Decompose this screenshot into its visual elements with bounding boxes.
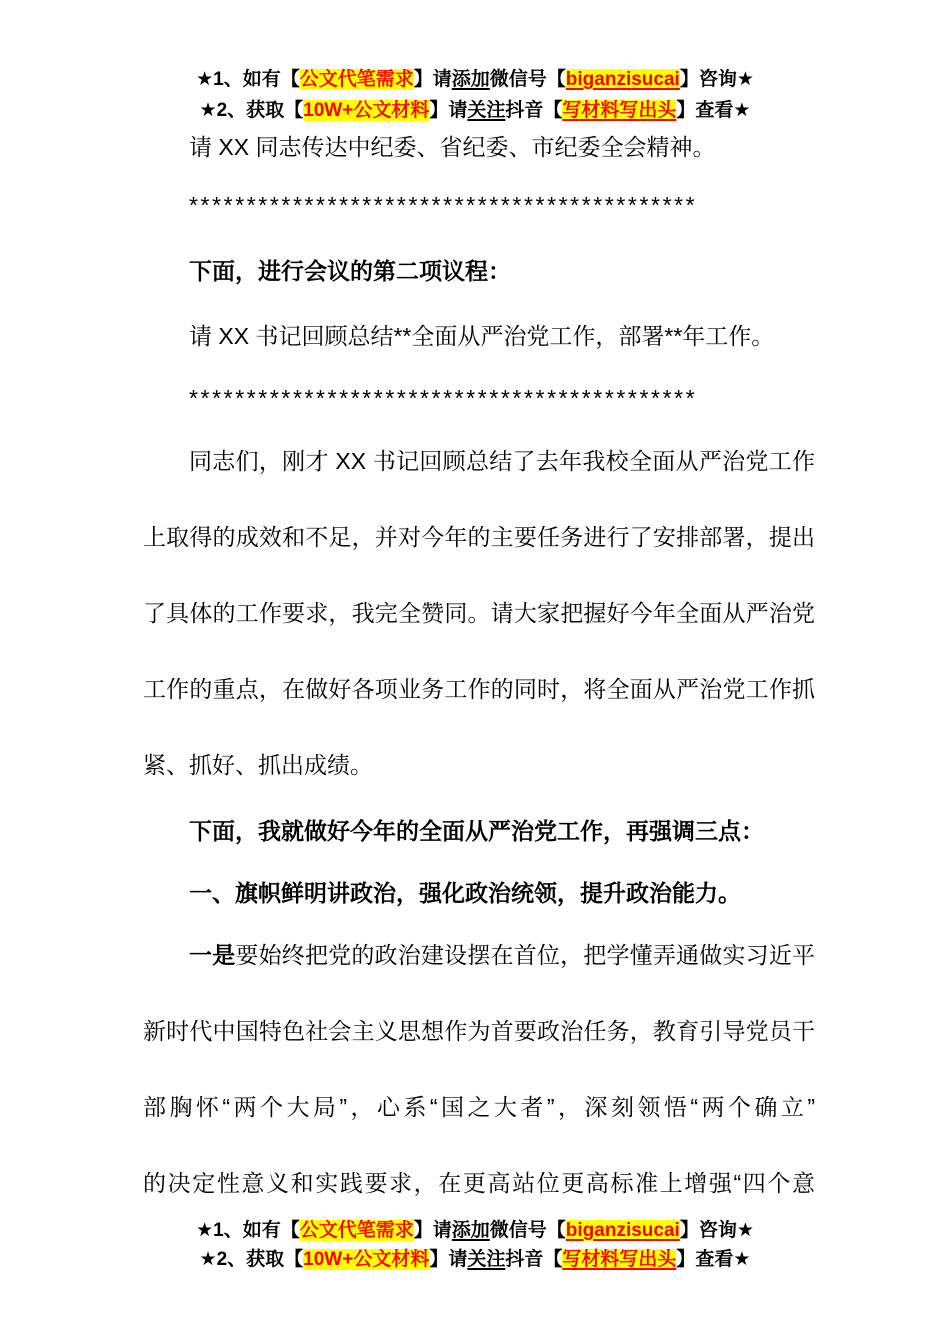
heading-point-1-politics: 一、旗帜鲜明讲政治，强化政治统领，提升政治能力。	[189, 880, 741, 906]
separator-stars-1: ********************************************	[189, 192, 698, 218]
separator-stars-2: ********************************************	[189, 385, 698, 411]
paragraph2-line-1	[143, 942, 815, 968]
paragraph2-line-3: 部胸怀“两个大局”，心系“国之大者”，深刻领悟“两个确立”	[143, 1094, 815, 1120]
promo-prefix: ★2、获取【	[199, 100, 304, 121]
paragraph1-line-5: 紧、抓好、抓出成绩。	[143, 752, 373, 778]
promo-suffix: 】咨询★	[679, 1220, 754, 1241]
promo-highlight-materials: 10W+公文材料	[303, 100, 430, 121]
promo-underline-follow: 关注	[467, 100, 506, 121]
promo-header-line-2	[0, 99, 950, 122]
promo-douyin-id: 写材料写出头	[562, 100, 677, 121]
promo-wechat-id: biganzisucai	[565, 1220, 680, 1241]
promo-header-line-1	[0, 68, 950, 91]
promo-highlight-writing-service: 公文代笔需求	[299, 69, 414, 90]
promo-douyin-id: 写材料写出头	[562, 1249, 677, 1270]
paragraph1-line-3: 了具体的工作要求，我完全赞同。请大家把握好今年全面从严治党	[143, 600, 815, 626]
promo-underline-add: 添加	[451, 69, 490, 90]
promo-highlight-writing-service: 公文代笔需求	[299, 1220, 414, 1241]
paragraph2-lead: 一是	[189, 942, 236, 968]
heading-agenda-item-2: 下面，进行会议的第二项议程：	[189, 258, 511, 284]
promo-suffix: 】查看★	[676, 1249, 751, 1270]
promo-highlight-materials: 10W+公文材料	[303, 1249, 430, 1270]
heading-emphasis-three-points: 下面，我就做好今年的全面从严治党工作，再强调三点：	[189, 818, 764, 844]
paragraph2-line-4: 的决定性意义和实践要求，在更高站位更高标准上增强“四个意	[143, 1170, 815, 1196]
promo-suffix: 】查看★	[676, 100, 751, 121]
promo-prefix: ★2、获取【	[199, 1249, 304, 1270]
promo-wechat-label: 微信号【	[489, 69, 566, 90]
promo-wechat-id: biganzisucai	[565, 69, 680, 90]
promo-underline-add: 添加	[451, 1220, 490, 1241]
promo-wechat-label: 微信号【	[489, 1220, 566, 1241]
promo-text: 】请	[413, 1220, 452, 1241]
promo-underline-follow: 关注	[467, 1249, 506, 1270]
promo-footer-line-1	[0, 1219, 950, 1242]
promo-text: 】请	[413, 69, 452, 90]
paragraph2-line-1-rest: 要始终把党的政治建设摆在首位，把学懂弄通做实习近平	[235, 942, 816, 968]
promo-douyin-label: 抖音【	[505, 100, 563, 121]
promo-prefix: ★1、如有【	[196, 1220, 300, 1241]
paragraph1-line-4: 工作的重点，在做好各项业务工作的同时，将全面从严治党工作抓	[143, 676, 815, 702]
body-line-request-review: 请 XX 书记回顾总结**全面从严治党工作，部署**年工作。	[189, 323, 775, 349]
promo-prefix: ★1、如有【	[196, 69, 300, 90]
promo-footer-line-2	[0, 1248, 950, 1271]
paragraph1-line-2: 上取得的成效和不足，并对今年的主要任务进行了安排部署，提出	[143, 524, 815, 550]
promo-suffix: 】咨询★	[679, 69, 754, 90]
promo-text: 】请	[429, 1249, 468, 1270]
paragraph1-line-1: 同志们，刚才 XX 书记回顾总结了去年我校全面从严治党工作	[189, 448, 815, 474]
body-line-request-convey: 请 XX 同志传达中纪委、省纪委、市纪委全会精神。	[189, 134, 716, 160]
promo-douyin-label: 抖音【	[505, 1249, 563, 1270]
promo-text: 】请	[429, 100, 468, 121]
paragraph2-line-2: 新时代中国特色社会主义思想作为首要政治任务，教育引导党员干	[143, 1018, 815, 1044]
